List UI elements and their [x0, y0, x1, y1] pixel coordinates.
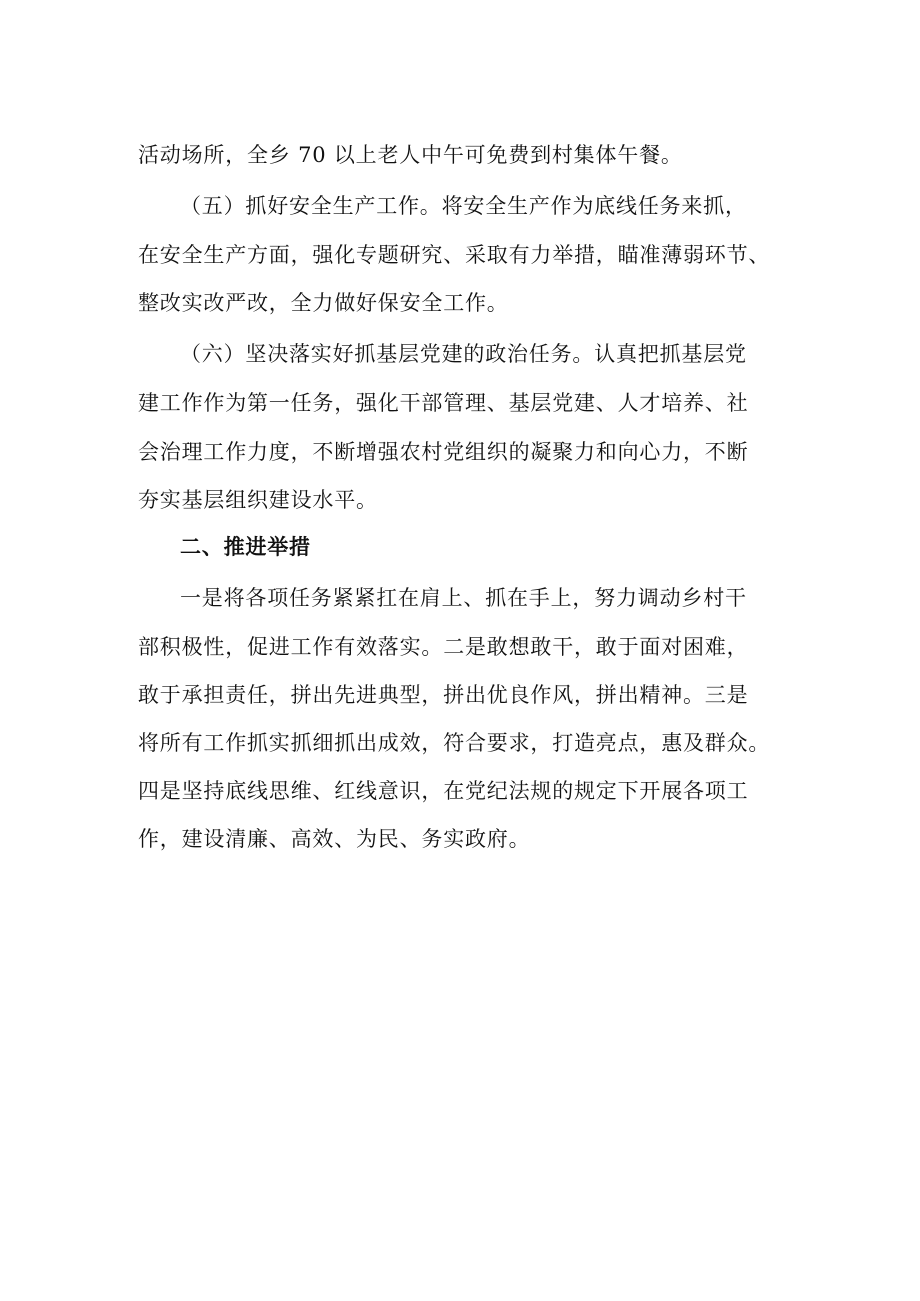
paragraph-line: 会治理工作力度，不断增强农村党组织的凝聚力和向心力，不断: [138, 440, 749, 464]
paragraph-line: （五）抓好安全生产工作。将安全生产作为底线任务来抓，: [180, 194, 747, 218]
paragraph-line: 活动场所，全乡 70 以上老人中午可免费到村集体午餐。: [138, 143, 683, 167]
paragraph-line: （六）坚决落实好抓基层党建的政治任务。认真把抓基层党: [180, 342, 747, 366]
paragraph-line: 在安全生产方面，强化专题研究、采取有力举措，瞄准薄弱环节、: [138, 243, 771, 267]
paragraph-line: 整改实改严改，全力做好保安全工作。: [138, 291, 509, 315]
paragraph-line: 作，建设清廉、高效、为民、务实政府。: [138, 827, 531, 851]
section-heading: 二、推进举措: [180, 535, 311, 559]
paragraph-line: 将所有工作抓实抓细抓出成效，符合要求，打造亮点，惠及群众。: [138, 731, 771, 755]
paragraph-line: 夯实基层组织建设水平。: [138, 488, 378, 512]
paragraph-line: 四是坚持底线思维、红线意识，在党纪法规的规定下开展各项工: [138, 779, 749, 803]
paragraph-line: 建工作作为第一任务，强化干部管理、基层党建、人才培养、社: [138, 391, 749, 415]
paragraph-line: 部积极性，促进工作有效落实。二是敢想敢干，敢于面对困难，: [138, 635, 749, 659]
paragraph-line: 一是将各项任务紧紧扛在肩上、抓在手上，努力调动乡村干: [180, 586, 747, 610]
paragraph-line: 敢于承担责任，拼出先进典型，拼出优良作风，拼出精神。三是: [138, 683, 749, 707]
